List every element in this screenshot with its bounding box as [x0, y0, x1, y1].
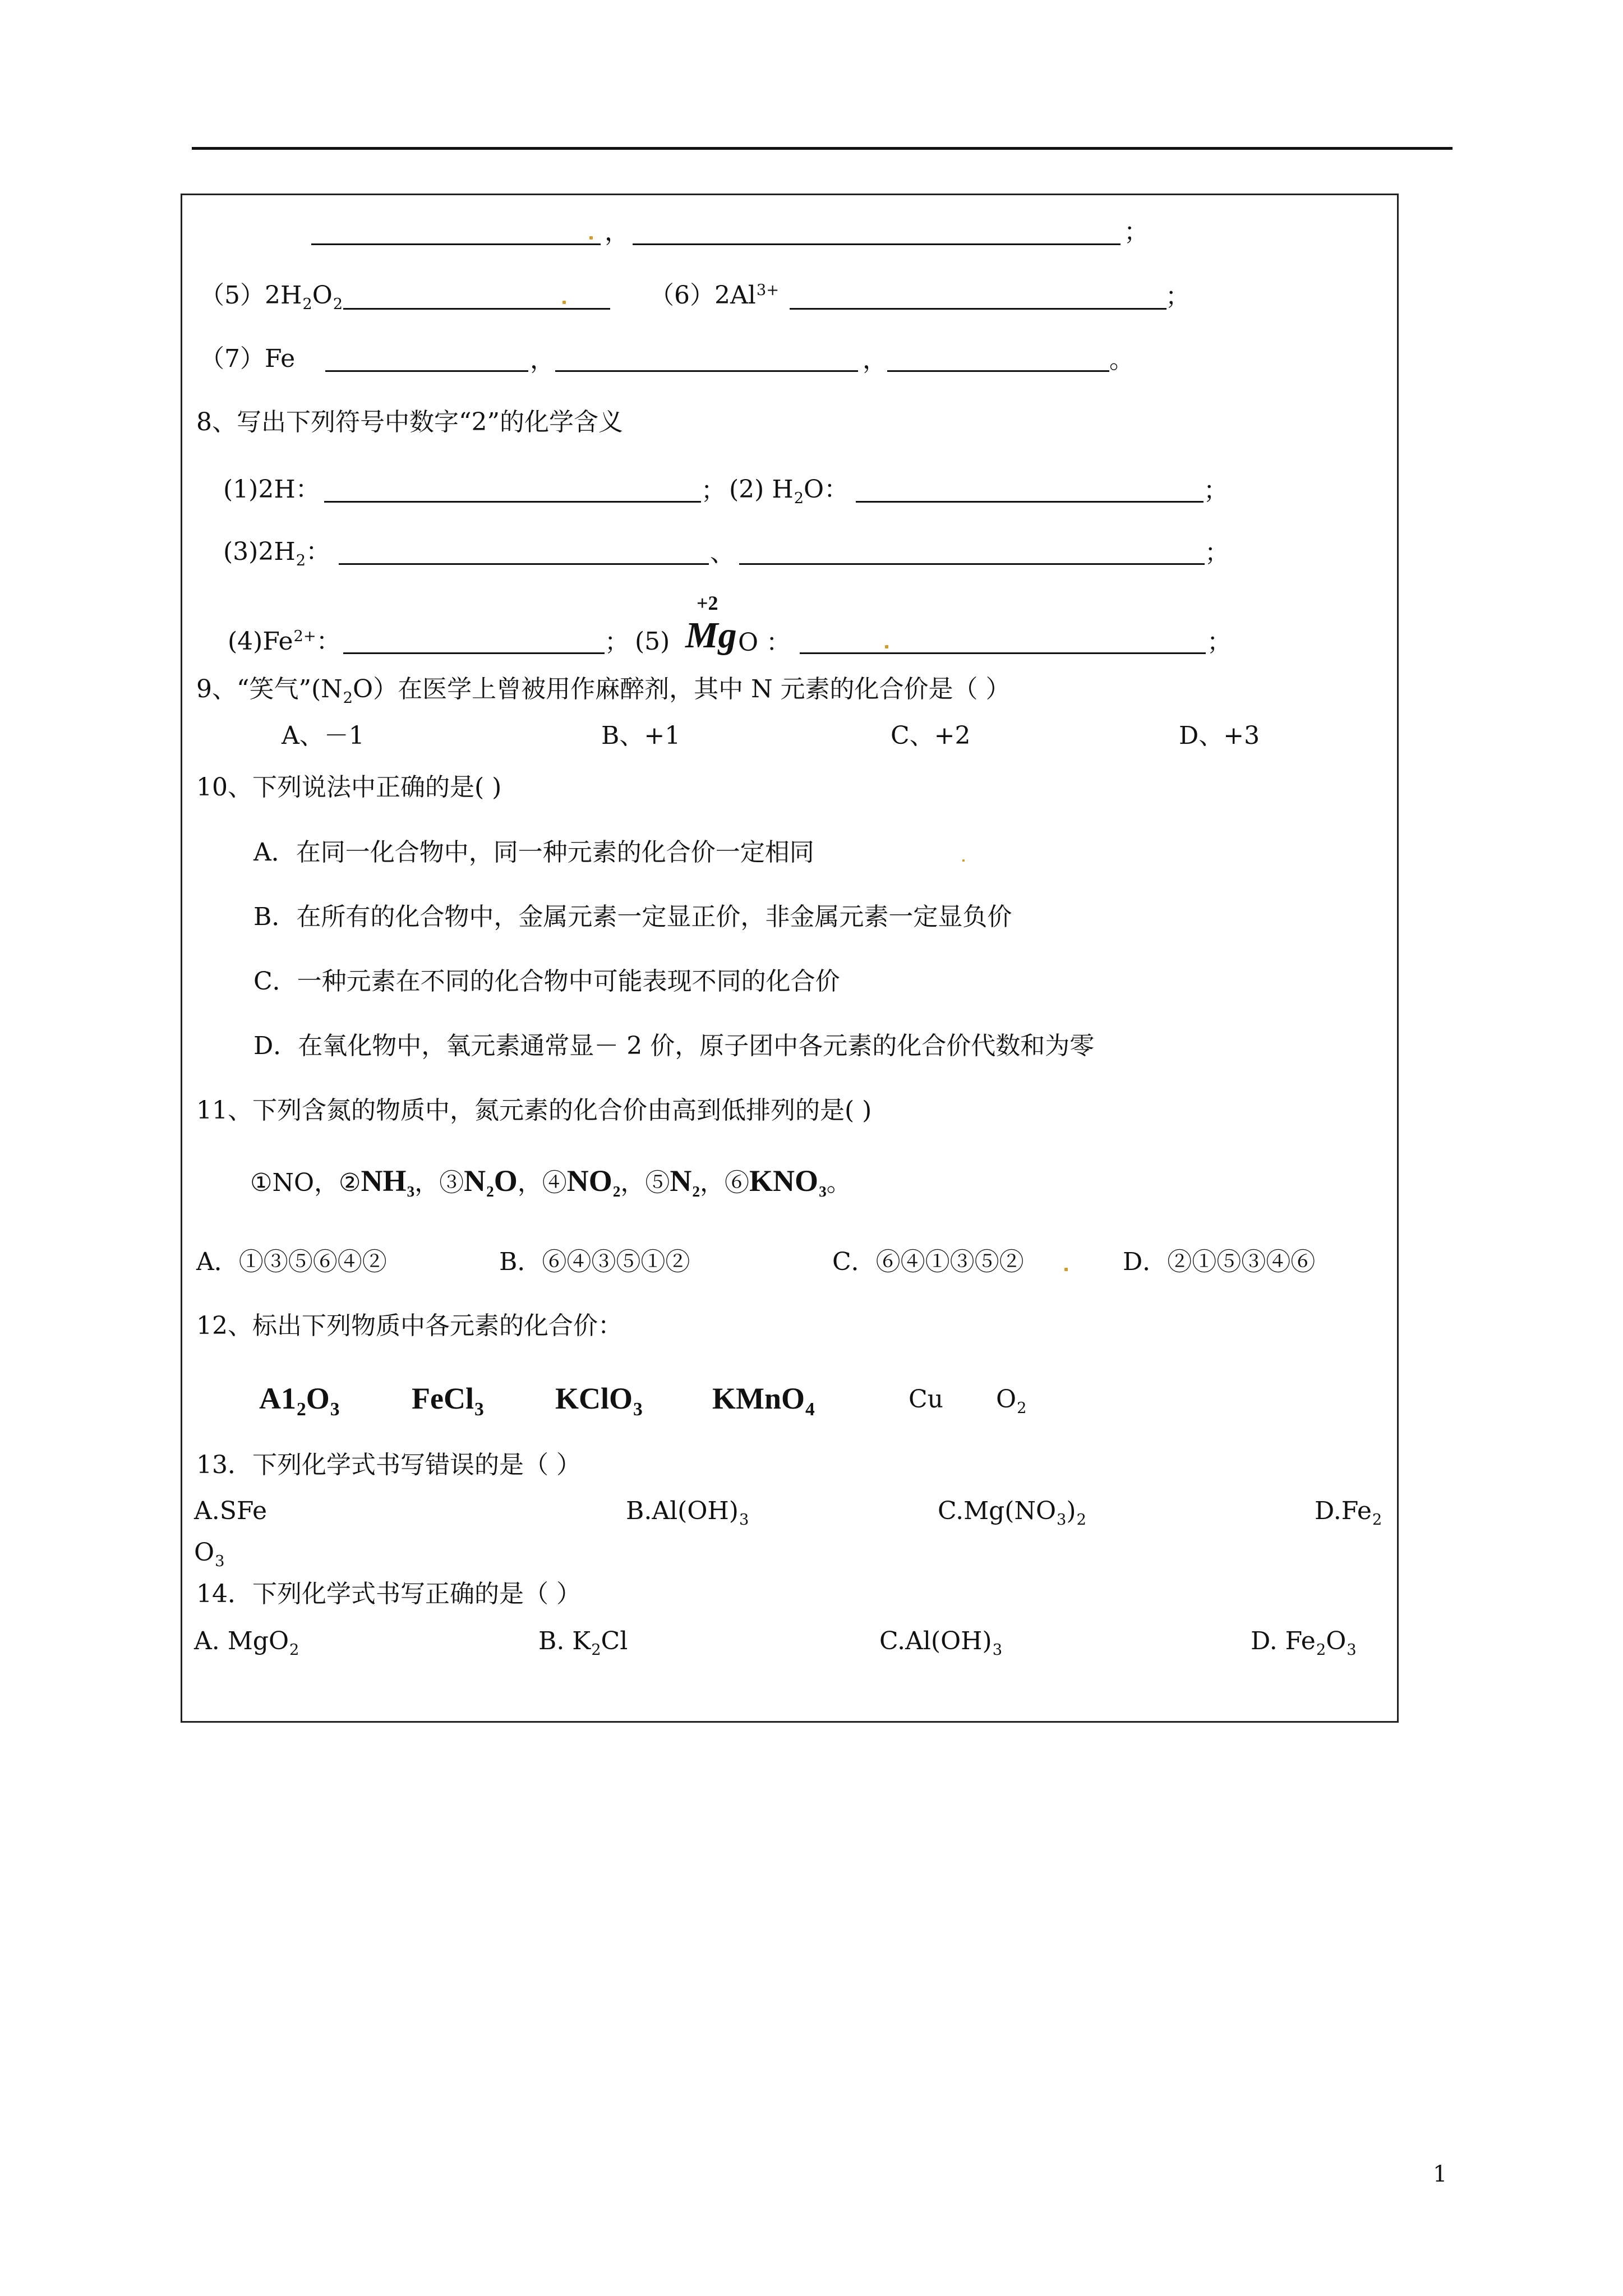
q11-title: 11、下列含氮的物质中，氮元素的化合价由高到低排列的是( )	[196, 1096, 872, 1125]
semicolon: ；	[701, 476, 726, 505]
ink-speck	[589, 236, 593, 240]
q11-option-b: B．⑥④③⑤①②	[499, 1248, 690, 1276]
q9-option-d: D、+3	[1179, 721, 1260, 750]
formula-kmno4: KMnO$_4$	[712, 1382, 815, 1420]
ink-speck	[962, 859, 965, 862]
period: 。	[1109, 346, 1134, 374]
comma: ，	[863, 346, 887, 374]
q10-option-a: A．在同一化合物中，同一种元素的化合价一定相同	[253, 838, 814, 867]
q10-option-d: D．在氧化物中，氧元素通常显－ 2 价，原子团中各元素的化合价代数和为零	[253, 1032, 1095, 1060]
q11-option-d: D．②①⑤③④⑥	[1123, 1248, 1316, 1276]
q9-option-c: C、+2	[891, 721, 971, 750]
q14-option-b: B. $K_2Cl$	[538, 1627, 628, 1659]
formula-fecl3: FeCl$_3$	[412, 1382, 484, 1420]
q8-title: 8、写出下列符号中数字“2”的化学含义	[196, 408, 623, 436]
answer-blank	[633, 243, 1121, 245]
q8-part-2: (2) $H_2O$：	[729, 475, 849, 507]
mg-symbol: Mg	[685, 615, 737, 656]
q9-title: 9、“笑气$”(N_2O)$在医学上曾被用作麻醉剂，其中 N 元素的化合价是（ ）	[196, 675, 1011, 707]
comma: ，	[605, 218, 629, 246]
answer-blank	[343, 652, 605, 654]
separator: 、	[710, 539, 735, 567]
formula-cu: Cu	[909, 1385, 944, 1414]
answer-blank	[325, 370, 528, 372]
ink-speck	[885, 645, 888, 648]
formula-kclo3: KClO$_3$	[555, 1382, 643, 1420]
q8-part-3: $(3)2H_2$：	[223, 537, 331, 569]
answer-blank	[739, 563, 1205, 565]
answer-blank	[339, 563, 709, 565]
q13-option-a: A.SFe	[194, 1497, 268, 1525]
answer-blank	[800, 652, 1206, 654]
q12-title: 12、标出下列物质中各元素的化合价：	[196, 1312, 623, 1340]
formula-al2o3: $A1_2O_3$	[259, 1382, 340, 1420]
comma: ，	[530, 346, 555, 374]
answer-blank	[343, 308, 610, 310]
q14-option-a: A. MgO$_2$	[194, 1627, 299, 1659]
q13-option-b: $B.Al(OH)_3$	[626, 1497, 749, 1529]
q14-option-d: D. $Fe_2O_3$	[1251, 1627, 1357, 1659]
q11-option-c: C．⑥④①③⑤②	[832, 1248, 1024, 1276]
q7-item-5: $(5)2H_2O_2$	[200, 281, 343, 313]
answer-blank	[311, 243, 601, 245]
answer-blank	[324, 501, 701, 503]
q11-species: ①NO，$②NH_3$，$③N_2O$，$④NO_2$，$⑤N_2$，$⑥KNO_3$。	[250, 1164, 851, 1200]
semicolon: ；	[1124, 218, 1149, 246]
semicolon: ；	[605, 628, 629, 656]
q9-option-a: A、－1	[282, 721, 365, 750]
ink-speck	[1064, 1268, 1068, 1271]
answer-blank	[790, 308, 1166, 310]
q8-part-5-label: (5)	[635, 627, 670, 656]
semicolon: ；	[1165, 282, 1190, 311]
q8-part-1: (1)2H：	[223, 475, 320, 504]
answer-blank	[887, 370, 1109, 372]
q7-item-7: （7）Fe	[200, 344, 296, 373]
answer-blank	[856, 501, 1204, 503]
q10-option-c: C．一种元素在不同的化合物中可能表现不同的化合价	[253, 967, 840, 996]
q13-option-c: $C.Mg(NO_3)_2$	[938, 1497, 1086, 1529]
q9-option-b: B、+1	[601, 721, 681, 750]
valence-mark: +2	[697, 592, 718, 614]
q11-option-a: A．①③⑤⑥④②	[196, 1248, 387, 1276]
q10-title: 10、下列说法中正确的是( )	[196, 773, 502, 802]
q13-option-d: $D.Fe_2$	[1315, 1497, 1382, 1529]
semicolon: ；	[1207, 628, 1232, 656]
answer-blank	[555, 370, 858, 372]
q10-option-b: B．在所有的化合物中，金属元素一定显正价，非金属元素一定显负价	[253, 903, 1012, 931]
formula-o2: $O_2$	[996, 1385, 1027, 1417]
semicolon: ；	[1205, 539, 1229, 567]
q14-title: 14．下列化学式书写正确的是（ ）	[196, 1580, 581, 1608]
q8-part-4: $(4)Fe^{2+}$：	[228, 627, 341, 656]
ink-speck	[562, 301, 566, 304]
page-number: 1	[1433, 2161, 1447, 2187]
q13-title: 13．下列化学式书写错误的是（ ）	[196, 1451, 581, 1479]
q13-option-d-wrap: $O_3$	[194, 1538, 225, 1570]
q8-part-5-oxygen: O ：	[738, 628, 791, 657]
header-rule	[192, 147, 1453, 150]
semicolon: ；	[1204, 476, 1228, 505]
q7-item-6: $(6)2Al^{3+}$	[649, 281, 780, 310]
q14-option-c: $C.Al(OH)_3$	[879, 1627, 1003, 1659]
